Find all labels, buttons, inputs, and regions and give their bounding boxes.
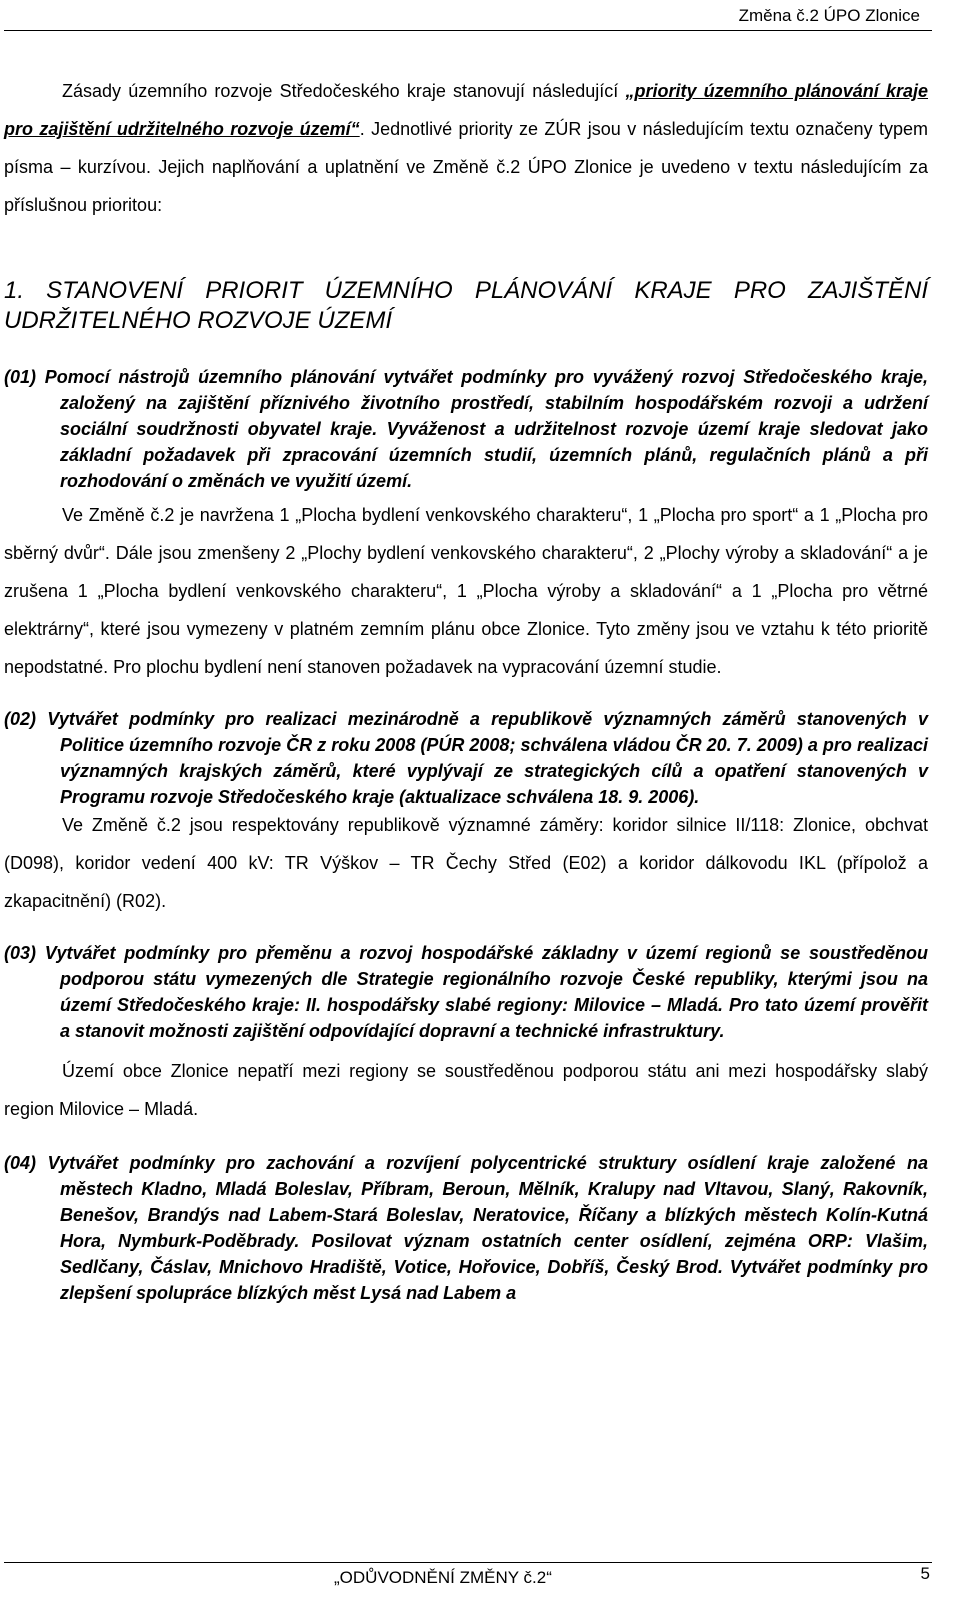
header-rule	[4, 30, 932, 31]
header-title: Změna č.2 ÚPO Zlonice	[738, 6, 920, 25]
priority-number: (03)	[4, 943, 37, 963]
section-heading: 1. STANOVENÍ PRIORIT ÚZEMNÍHO PLÁNOVÁNÍ KRAJE PRO ZAJIŠTĚNÍ UDRŽITELNÉHO ROZVOJE ÚZEMÍ	[4, 277, 928, 334]
priority-03-comment: Území obce Zlonice nepatří mezi regiony se soustředěnou podporou státu ani mezi hospodářsky slabý region Milovice – Mladá.	[4, 1061, 928, 1119]
page-number: 5	[920, 1564, 930, 1583]
footer-rule	[4, 1562, 932, 1563]
page-footer	[0, 1548, 960, 1588]
page-header	[0, 0, 960, 34]
priority-text: Vytvářet podmínky pro realizaci mezinárodně a republikově významných záměrů stanovených v Politice územního rozvoje ČR z roku 2008 (PÚR 2008; schválena vládou ČR 20. 7. 2009) a pro realizaci významných krajských záměrů, které vyplývají ze strategických cílů a opatření stanovených v Programu rozvoje Středočeského kraje (aktualizace schválena 18. 9. 2006).	[47, 709, 928, 807]
priority-number: (02)	[4, 709, 37, 729]
priority-01-comment: Ve Změně č.2 je navržena 1 „Plocha bydlení venkovského charakteru“, 1 „Plocha pro sport“ a 1 „Plocha pro sběrný dvůr“. Dále jsou zmenšeny 2 „Plochy bydlení venkovského charakteru“, 2 „Plochy výroby a skladování“ a je zrušena 1 „Plocha bydlení venkovského charakteru“, 1 „Plocha výroby a skladování“ a 1 „Plocha pro větrné elektrárny“, které jsou vymezeny v platném zemním plánu obce Zlonice. Tyto změny jsou ve vztahu k této prioritě nepodstatné. Pro plochu bydlení není stanoven požadavek na vypracování územní studie.	[4, 505, 928, 677]
intro-emphasis: „priority územního plánování kraje pro zajištění udržitelného rozvoje území“	[4, 81, 929, 139]
intro-paragraph	[4, 72, 928, 224]
priority-text: Vytvářet podmínky pro zachování a rozvíjení polycentrické struktury osídlení kraje založené na městech Kladno, Mladá Boleslav, Příbram, Beroun, Mělník, Kralupy nad Vltavou, Slaný, Rakovník, Benešov, Brandýs nad Labem-Stará Boleslav, Neratovice, Říčany a blízkých městech Kolín-Kutná Hora, Nymburk-Poděbrady. Posilovat význam ostatních center osídlení, zejména ORP: Vlašim, Sedlčany, Čáslav, Mnichovo Hradiště, Votice, Hořovice, Dobříš, Český Brod. Vytvářet podmínky pro zlepšení spolupráce blízkých měst Lysá nad Labem a	[47, 1153, 928, 1303]
priority-02-comment: Ve Změně č.2 jsou respektovány republikově významné záměry: koridor silnice II/118: Zlonice, obchvat (D098), koridor vedení 400 kV: TR Výškov – TR Čechy Střed (E02) a koridor dálkovodu IKL (přípolož a zkapacitnění) (R02).	[4, 815, 928, 911]
priority-number: (04)	[4, 1153, 37, 1173]
priority-04	[4, 1150, 928, 1306]
intro-text-end: . Jednotlivé priority ze ZÚR jsou v následujícím textu označeny typem písma – kurzívou. Jejich naplňování a uplatnění ve Změně č.2 ÚPO Zlonice je uvedeno v textu následujícím za příslušnou prioritou:	[4, 119, 928, 215]
intro-text-start: Zásady územního rozvoje Středočeského kraje stanovují následující	[62, 81, 626, 101]
priority-01	[4, 364, 928, 494]
priority-02	[4, 706, 928, 810]
priority-03	[4, 940, 928, 1044]
footer-title: „ODŮVODNĚNÍ ZMĚNY č.2“	[334, 1568, 552, 1587]
priority-text: Vytvářet podmínky pro přeměnu a rozvoj hospodářské základny v území regionů se soustředěnou podporou státu vymezených dle Strategie regionálního rozvoje České republiky, kterými jsou na území Středočeského kraje: II. hospodářsky slabé regiony: Milovice – Mladá. Pro tato území prověřit a stanovit možnosti zajištění odpovídající dopravní a technické infrastruktury.	[44, 943, 928, 1041]
priority-number: (01)	[4, 367, 37, 387]
document-body	[4, 72, 928, 1306]
priority-text: Pomocí nástrojů územního plánování vytvářet podmínky pro vyvážený rozvoj Středočeského kraje, založený na zajištění příznivého životního prostředí, stabilním hospodářském rozvoji a udržení sociální soudržnosti obyvatel kraje. Vyváženost a udržitelnost rozvoje území kraje sledovat jako základní požadavek při zpracování územních studií, územních plánů, regulačních plánů a při rozhodování o změnách ve využití území.	[44, 367, 928, 491]
